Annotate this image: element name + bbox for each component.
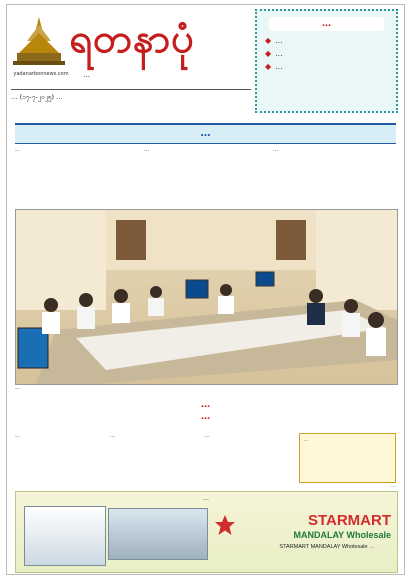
meeting-photo (15, 209, 398, 385)
second-headline[interactable]: … … (200, 399, 211, 422)
meeting-room-illustration (16, 210, 397, 384)
promo-heading: … (269, 17, 384, 31)
promo-item: ◆ … (265, 36, 283, 45)
ad-top-text: … (203, 495, 209, 502)
logo-url[interactable]: yadanarbonnews.com (13, 71, 69, 77)
article-column: … (109, 433, 115, 439)
continued-page-ref: … (391, 483, 396, 489)
article-column: … (144, 147, 150, 153)
store-interior-photo (108, 508, 208, 560)
newspaper-page (6, 4, 405, 575)
diamond-bullet-icon: ◆ (265, 36, 272, 45)
starmart-advertisement[interactable] (15, 491, 398, 573)
promo-item: ◆ … (265, 62, 283, 71)
promo-item: ◆ … (265, 49, 283, 58)
promo-box (255, 9, 398, 113)
photo-caption: … (15, 385, 21, 391)
article-column: … (273, 147, 279, 153)
highlight-box: … (299, 433, 396, 483)
masthead-subline: … (83, 71, 90, 79)
ad-brand: STARMART (307, 512, 391, 529)
article-column: … (15, 433, 21, 439)
lead-article-columns (15, 147, 396, 203)
ad-address: STARMART MANDALAY Wholesale … (279, 544, 375, 550)
store-photo (24, 506, 106, 566)
diamond-bullet-icon: ◆ (265, 49, 272, 58)
dateline: … (၁၇-၇-၂၀၂၅) … (11, 89, 251, 103)
masthead (11, 11, 251, 111)
pagoda-logo-icon (11, 15, 67, 67)
diamond-bullet-icon: ◆ (265, 62, 272, 71)
lead-headline[interactable]: … (15, 123, 396, 144)
newspaper-title: ရတနာပုံ (69, 15, 195, 62)
ad-subtitle: MANDALAY Wholesale (293, 530, 391, 540)
second-article-columns (15, 433, 396, 483)
article-column: … (204, 433, 210, 439)
article-column: … (15, 147, 21, 153)
star-icon (214, 514, 236, 536)
